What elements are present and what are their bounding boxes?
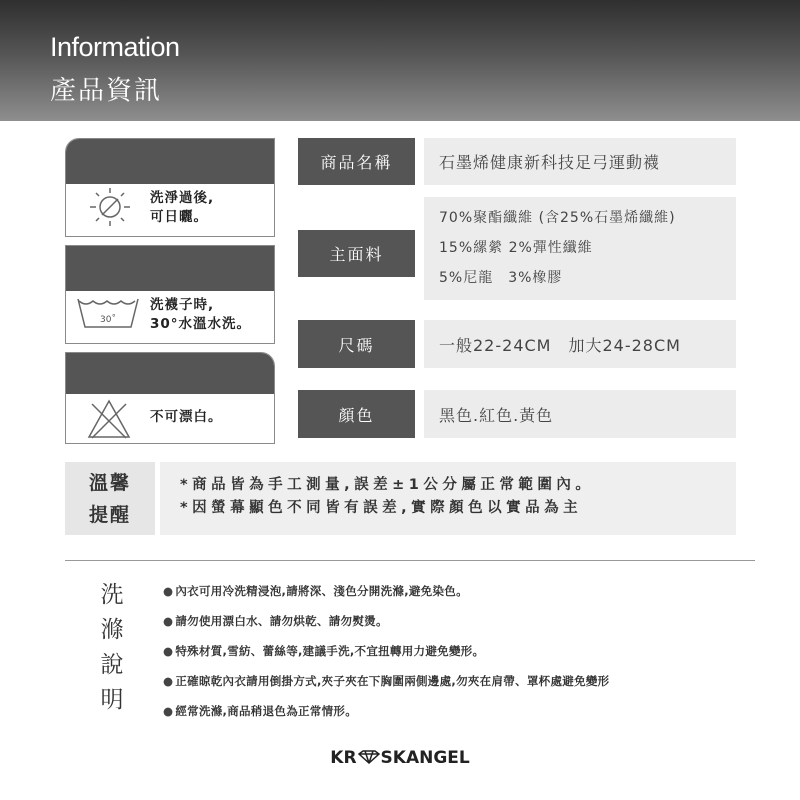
notice-line: *因螢幕顯色不同皆有誤差,實際顏色以實品為主 (180, 500, 583, 516)
header-title-zh: 產品資訊 (50, 76, 163, 106)
notice-title: 溫馨 提醒 (65, 462, 158, 535)
spec-label-size: 尺碼 (298, 320, 415, 368)
header-title-en: Information (50, 32, 180, 62)
wash-tub-30-icon (76, 297, 140, 329)
header-banner (0, 0, 800, 121)
material-line: 15%縲縈 2%彈性纖維 (439, 240, 593, 256)
material-line: 70%聚酯纖維 (含25%石墨烯纖維) (439, 210, 676, 226)
spec-label-color: 顏色 (298, 390, 415, 438)
care-text: 30°水溫水洗。 (150, 316, 252, 332)
list-item: ● 請勿使用漂白水、請勿烘乾、請勿熨燙。 (163, 610, 763, 640)
care-card-wash-30 (65, 245, 275, 344)
care-text: 洗淨過後, (150, 190, 215, 206)
wash-list (163, 580, 763, 730)
list-item: ● 特殊材質,雪紡、蕾絲等,建議手洗,不宜扭轉用力避免變形。 (163, 640, 763, 670)
notice-body (160, 462, 736, 535)
tub-temp-label: 30˚ (100, 315, 116, 325)
care-card-no-bleach (65, 352, 275, 444)
diamond-icon (358, 750, 380, 764)
no-bleach-icon (86, 398, 132, 440)
wash-title: 洗 滌 說 明 (100, 582, 124, 713)
material-line: 5%尼龍 3%橡膠 (439, 270, 563, 286)
care-text: 可日曬。 (150, 209, 208, 225)
care-text: 洗襪子時, (150, 297, 215, 313)
notice-line: *商品皆為手工測量,誤差±1公分屬正常範圍內。 (180, 477, 595, 493)
spec-label-material: 主面料 (298, 230, 415, 277)
sun-dry-icon (86, 186, 134, 228)
care-card-sun-dry (65, 138, 275, 237)
list-item: ● 經常洗滌,商品稍退色為正常情形。 (163, 700, 763, 730)
spec-value-size: 一般22-24CM 加大24-28CM (424, 320, 736, 368)
brand-logo: KR SKANGEL (330, 748, 470, 768)
list-item: ● 內衣可用冷洗精浸泡,請將深、淺色分開洗滌,避免染色。 (163, 580, 763, 610)
list-item: ● 正確晾乾內衣請用倒掛方式,夾子夾在下胸圍兩側邊處,勿夾在肩帶、罩杯處避免變形 (163, 670, 763, 700)
section-divider (65, 560, 755, 561)
spec-label-name: 商品名稱 (298, 138, 415, 185)
care-text: 不可漂白。 (150, 409, 223, 425)
spec-value-name: 石墨烯健康新科技足弓運動襪 (424, 138, 736, 185)
spec-value-material (424, 197, 736, 300)
spec-value-color: 黑色.紅色.黃色 (424, 390, 736, 438)
